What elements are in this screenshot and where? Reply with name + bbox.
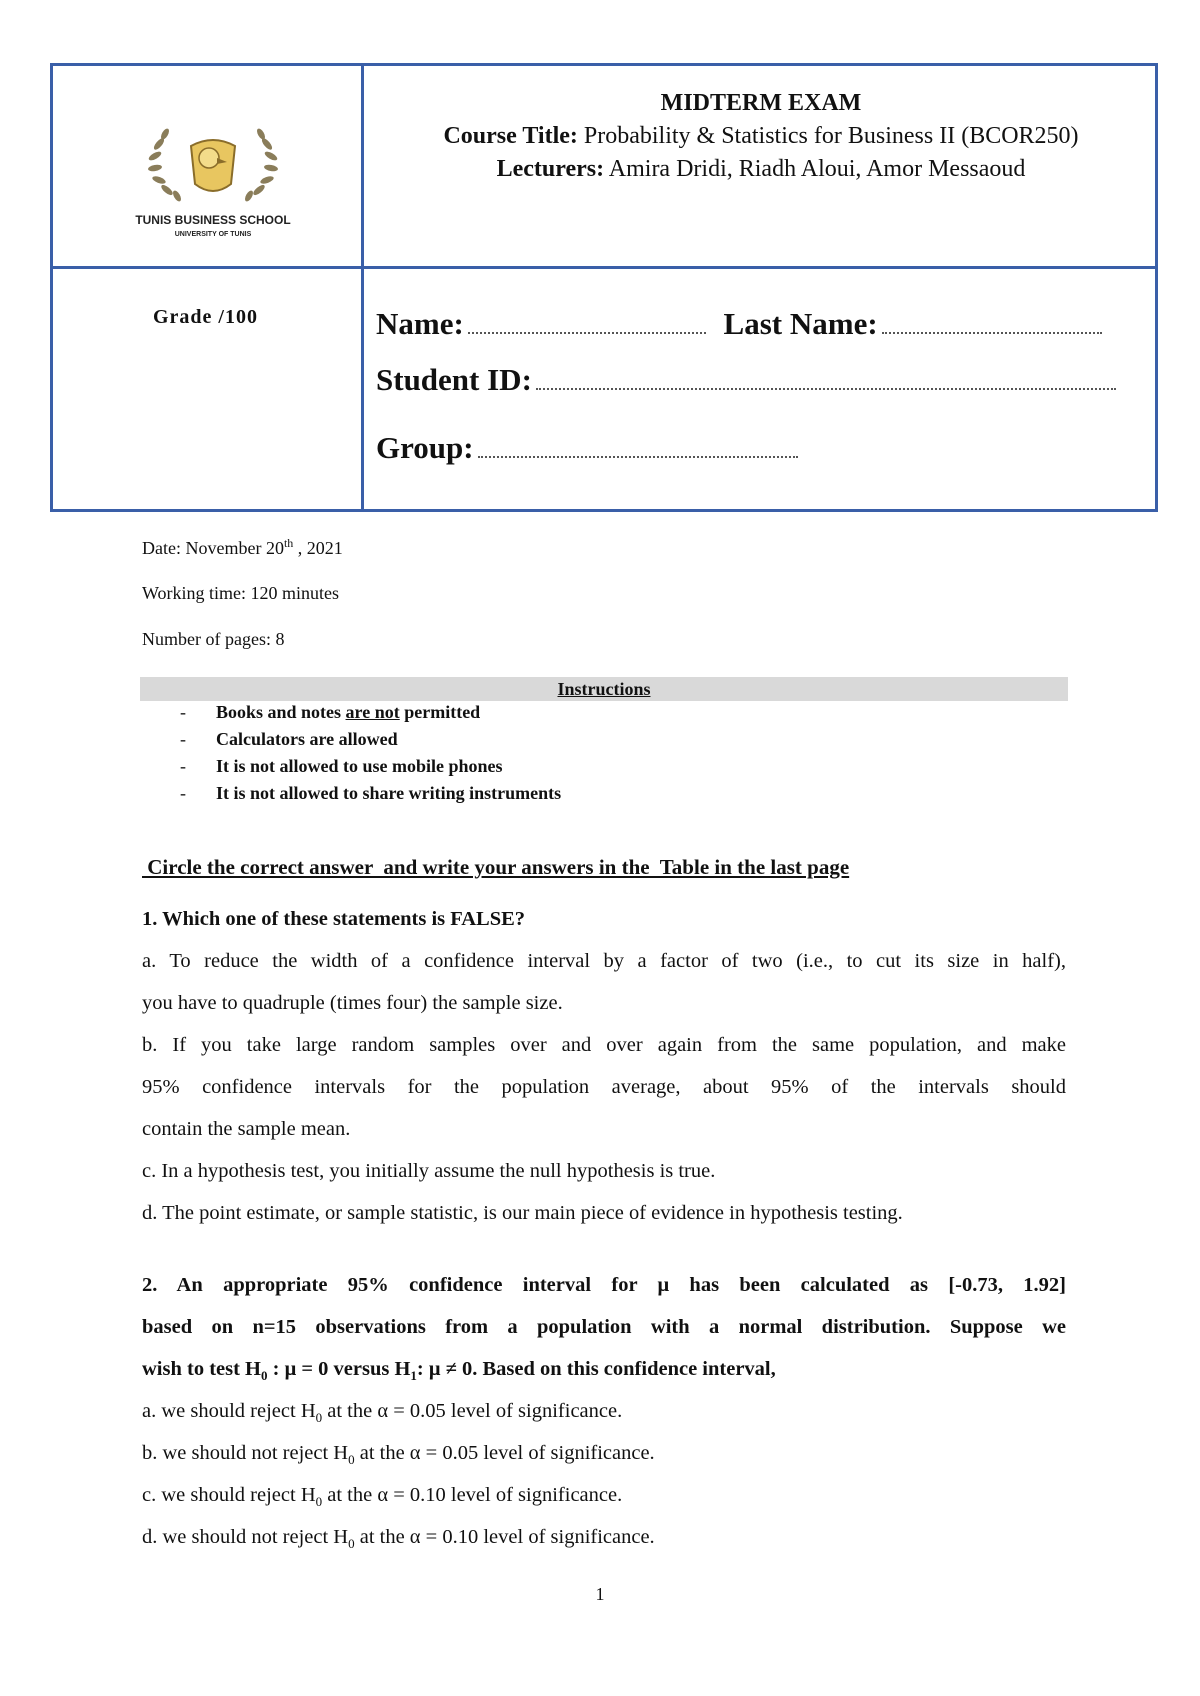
course-label: Course Title:: [443, 123, 578, 149]
exam-date: Date: November 20th , 2021: [142, 536, 343, 558]
instructions-list: [180, 702, 561, 810]
q1-option-a-line1[interactable]: a. To reduce the width of a confidence interval by a factor of two (i.e., to cut its size in half),: [142, 950, 1066, 972]
course-title: [364, 123, 1158, 150]
question-1-text: 1. Which one of these statements is FALSE?: [142, 908, 526, 930]
course-value: Probability & Statistics for Business II (BCOR250): [577, 123, 1079, 149]
name-field[interactable]: [468, 326, 706, 334]
q2-option-c[interactable]: c. we should reject $H_0$ at the α = 0.10 level of significance.: [142, 1484, 623, 1510]
table-divider-horizontal: [53, 266, 1155, 269]
lecturers-value: Amira Dridi, Riadh Aloui, Amor Messaoud: [604, 156, 1026, 182]
q1-option-b-line1[interactable]: b. If you take large random samples over and over again from the same population, and make: [142, 1034, 1066, 1056]
name-label: Name:: [376, 306, 464, 341]
answer-directive: Circle the correct answer and write your answers in the Table in the last page: [142, 855, 850, 879]
school-logo: [113, 106, 313, 246]
instruction-item: - It is not allowed to share writing instruments: [180, 783, 562, 803]
question-2-line3: wish to test $H_0$ : μ = 0 versus $H_1$: μ ≠ 0. Based on this confidence interval,: [142, 1358, 776, 1384]
instruction-item: - Books and notes are not permitted: [180, 702, 481, 722]
question-1: [142, 898, 1066, 1234]
grade-label: Grade /100: [153, 306, 258, 328]
working-time: Working time: 120 minutes: [142, 583, 340, 603]
q1-option-b-line2[interactable]: 95% confidence intervals for the population average, about 95% of the intervals should: [142, 1076, 1066, 1098]
exam-title: MIDTERM EXAM: [660, 90, 862, 116]
lecturers-label: Lecturers:: [496, 156, 605, 182]
question-2-line2: based on n=15 observations from a population with a normal distribution. Suppose we: [142, 1316, 1066, 1338]
exam-title-block: [364, 90, 1158, 183]
last-name-label: Last Name:: [723, 306, 878, 341]
logo-text-sub: UNIVERSITY OF TUNIS: [174, 231, 252, 238]
instruction-item: - Calculators are allowed: [180, 729, 398, 749]
page-count: Number of pages: 8: [142, 629, 285, 649]
instructions-title: Instructions: [557, 679, 651, 699]
page-number: 1: [595, 1584, 605, 1604]
question-2: [142, 1264, 1066, 1558]
instruction-item: - It is not allowed to use mobile phones: [180, 756, 503, 776]
q1-option-d[interactable]: d. The point estimate, or sample statistic, is our main piece of evidence in hypothesis testing.: [142, 1202, 903, 1224]
group-row: [376, 430, 798, 466]
q2-option-a[interactable]: a. we should reject $H_0$ at the α = 0.05 level of significance.: [142, 1400, 623, 1426]
q1-option-c[interactable]: c. In a hypothesis test, you initially assume the null hypothesis is true.: [142, 1160, 716, 1182]
q1-option-b-line3[interactable]: contain the sample mean.: [142, 1118, 351, 1140]
name-row: [376, 306, 1102, 342]
q2-option-d[interactable]: d. we should not reject $H_0$ at the α = 0.10 level of significance.: [142, 1526, 655, 1552]
student-id-field[interactable]: [536, 382, 1116, 390]
group-field[interactable]: [478, 450, 798, 458]
question-2-line1: 2. An appropriate 95% confidence interval for μ has been calculated as [-0.73, 1.92]: [142, 1274, 1066, 1296]
student-id-label: Student ID:: [376, 362, 532, 397]
group-label: Group:: [376, 430, 474, 465]
logo-text-main: TUNIS BUSINESS SCHOOL: [135, 213, 291, 227]
q2-option-b[interactable]: b. we should not reject $H_0$ at the α = 0.05 level of significance.: [142, 1442, 655, 1468]
q1-option-a-line2[interactable]: you have to quadruple (times four) the sample size.: [142, 992, 563, 1014]
lecturers: [364, 156, 1158, 183]
header-table: [50, 63, 1158, 512]
student-id-row: [376, 362, 1116, 398]
last-name-field[interactable]: [882, 326, 1102, 334]
